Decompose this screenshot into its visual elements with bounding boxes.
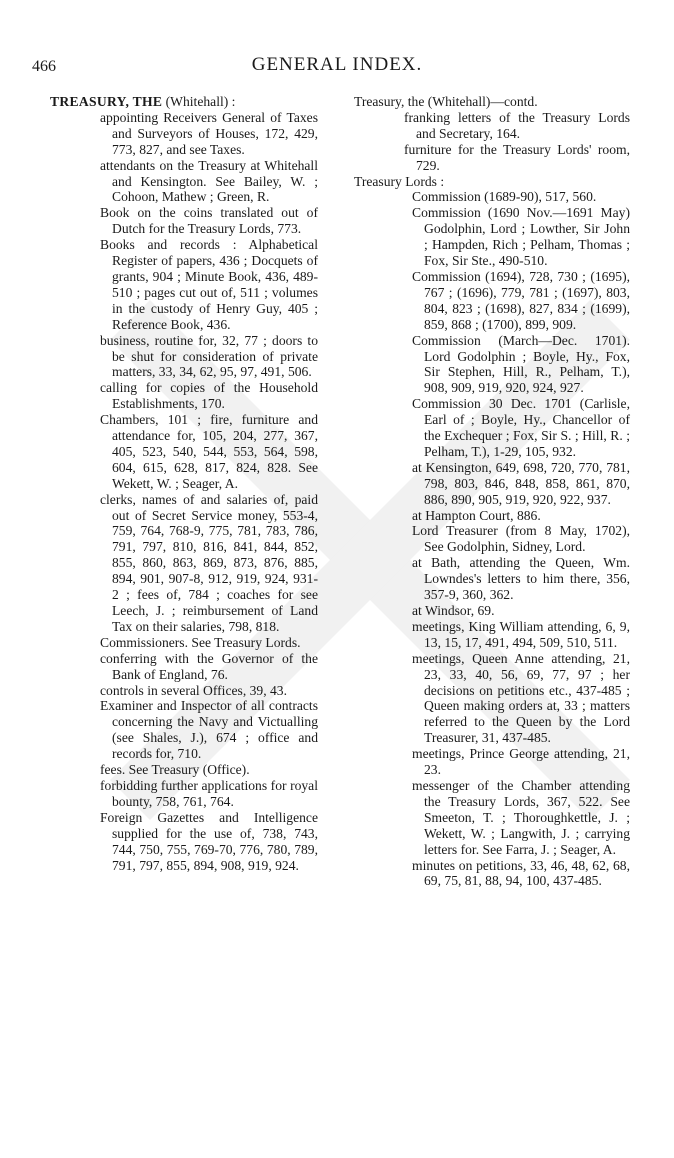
- index-entry-text: meetings, Prince George attending, 21, 23.: [412, 746, 630, 778]
- index-entry: [50, 635, 318, 651]
- index-entry-text: Chambers, 101 ; fire, furniture and attendance for, 105, 204, 277, 367, 405, 523, 540, 544, 553, 564, 598, 604, 615, 628, 817, 824, 828. See Wekett, W. ; Seager, A.: [100, 412, 318, 491]
- index-entry: [354, 858, 630, 890]
- index-entry-text: Commission (1689-90), 517, 560.: [412, 189, 597, 205]
- index-entry: [50, 412, 318, 492]
- page-number: 466: [32, 58, 56, 75]
- index-entry: [50, 380, 318, 412]
- index-entry: [50, 762, 318, 778]
- index-entry: [50, 810, 318, 874]
- index-entry-text: Lord Treasurer (from 8 May, 1702), See Godolphin, Sidney, Lord.: [412, 523, 630, 555]
- page-title: GENERAL INDEX.: [251, 54, 423, 75]
- index-entry: [50, 778, 318, 810]
- index-entry: [354, 619, 630, 651]
- index-entry: [354, 523, 630, 555]
- index-entry-text: Commissioners. See Treasury Lords.: [100, 634, 301, 650]
- index-entry: [354, 189, 630, 205]
- index-entry-text: appointing Receivers General of Taxes and Surveyors of Houses, 172, 429, 773, 827, and see Taxes.: [100, 109, 318, 157]
- index-entry-text: Book on the coins translated out of Dutch for the Treasury Lords, 773.: [100, 205, 318, 237]
- index-entry-text: attendants on the Treasury at Whitehall and Kensington. See Bailey, W. ; Cohoon, Mathew ; Green, R.: [100, 157, 318, 205]
- index-entry: [354, 603, 630, 619]
- index-entry-text: meetings, King William attending, 6, 9, 13, 15, 17, 491, 494, 509, 510, 511.: [412, 618, 630, 650]
- index-entry: [50, 683, 318, 699]
- index-entry: [354, 142, 630, 174]
- index-entry-text: Examiner and Inspector of all contracts concerning the Navy and Victualling (see Shales, J.), 674 ; office and records for, 710.: [100, 698, 318, 762]
- index-entry-text: Commission (1690 Nov.—1691 May) Godolphin, Lord ; Lowther, Sir John ; Hampden, Rich ; Pelham, Thomas ; Fox, Sir Ste., 490-510.: [412, 205, 630, 269]
- index-entry: [354, 396, 630, 460]
- index-entry-text: Books and records : Alphabetical Register of papers, 436 ; Docquets of grants, 904 ; Minute Book, 436, 489-510 ; pages cut out of, 511 ; volumes in the custody of Henry Guy, 405 ; Reference Book, 436.: [100, 237, 318, 332]
- index-entry: [354, 508, 630, 524]
- index-entry: [354, 174, 630, 190]
- index-entry-text: at Windsor, 69.: [412, 603, 495, 618]
- index-entry-text: (Whitehall) :: [165, 94, 236, 109]
- index-entry-text: messenger of the Chamber attending the Treasury Lords, 367, 522. See Smeeton, T. ; Thoroughkettle, J. ; Wekett, W. ; Langwith, J. ; carrying letters for. See Farra, J. ; Seager, A.: [412, 777, 630, 857]
- index-entry-text: minutes on petitions, 33, 46, 48, 62, 68, 69, 75, 81, 88, 94, 100, 437-485.: [412, 857, 630, 889]
- index-entry-text: Treasury Lords :: [354, 173, 445, 189]
- index-entry: [50, 333, 318, 381]
- index-entry: [50, 110, 318, 158]
- index-entry: [354, 110, 630, 142]
- index-entry-text: meetings, Queen Anne attending, 21, 23, 33, 40, 56, 69, 77, 97 ; her decisions on petitions etc., 437-485 ; Queen making orders at, 33 ; matters referred to the Queen by the Lord Treasurer, 31, 437-485.: [412, 650, 630, 746]
- index-entry: [354, 746, 630, 778]
- index-entry: [50, 94, 318, 110]
- index-entry-text: at Bath, attending the Queen, Wm. Lowndes's letters to him there, 356, 357-9, 360, 362.: [412, 555, 630, 603]
- index-entry: [50, 158, 318, 206]
- index-headword: TREASURY, THE: [50, 94, 163, 109]
- index-entry-text: calling for copies of the Household Establishments, 170.: [100, 380, 318, 412]
- index-entry: [354, 651, 630, 746]
- index-entry: [50, 651, 318, 683]
- index-entry: [354, 269, 630, 333]
- index-column-left: [50, 94, 318, 873]
- index-entry-text: fees. See Treasury (Office).: [100, 762, 250, 778]
- index-entry: [354, 555, 630, 603]
- index-entry: [50, 205, 318, 237]
- index-entry-text: forbidding further applications for royal bounty, 758, 761, 764.: [100, 777, 318, 809]
- index-entry: [354, 333, 630, 397]
- index-entry-text: conferring with the Governor of the Bank of England, 76.: [100, 650, 318, 682]
- index-entry: [50, 698, 318, 762]
- index-entry-text: Commission 30 Dec. 1701 (Carlisle, Earl of ; Boyle, Hy., Chancellor of the Exchequer ; Fox, Sir S. ; Hill, R. ; Pelham, T.), 1-29, 105, 932.: [412, 396, 630, 459]
- index-entry-text: at Kensington, 649, 698, 720, 770, 781, 798, 803, 846, 848, 858, 861, 870, 886, 890, 905, 919, 920, 922, 937.: [412, 459, 630, 507]
- index-entry-text: clerks, names of and salaries of, paid out of Secret Service money, 553-4, 759, 764, 768-9, 775, 781, 783, 786, 791, 797, 810, 816, 841, 844, 852, 855, 860, 863, 869, 873, 876, 885, 894, 901, 907-8, 912, 919, 924, 931-2 ; fees of, 784 ; coaches for see Leech, J. ; reimbursement of Land Tax on their salaries, 798, 818.: [100, 491, 318, 634]
- index-entry-text: Commission (March—Dec. 1701). Lord Godolphin ; Boyle, Hy., Fox, Sir Stephen, Hill, R., Pelham, T.), 908, 909, 919, 920, 924, 927.: [412, 332, 630, 396]
- index-entry-text: at Hampton Court, 886.: [412, 507, 541, 523]
- index-entry: [50, 492, 318, 635]
- index-entry-text: business, routine for, 32, 77 ; doors to be shut for consideration of private matters, 33, 34, 62, 95, 97, 491, 506.: [100, 332, 318, 380]
- index-entry-text: franking letters of the Treasury Lords and Secretary, 164.: [404, 109, 630, 141]
- index-entry: [354, 778, 630, 858]
- index-entry: [50, 237, 318, 332]
- index-entry-text: furniture for the Treasury Lords' room, 729.: [404, 141, 630, 173]
- index-entry-text: controls in several Offices, 39, 43.: [100, 682, 287, 698]
- index-entry-text: Treasury, the (Whitehall)—contd.: [354, 94, 538, 109]
- index-entry: [354, 205, 630, 269]
- index-entry-text: Foreign Gazettes and Intelligence supplied for the use of, 738, 743, 744, 750, 755, 769-70, 776, 780, 789, 791, 797, 855, 894, 908, 919, 924.: [100, 809, 318, 873]
- index-entry-text: Commission (1694), 728, 730 ; (1695), 767 ; (1696), 779, 781 ; (1697), 803, 804, 823 ; (1698), 827, 834 ; (1699), 859, 868 ; (1700), 899, 909.: [412, 268, 630, 332]
- index-entry: [354, 94, 630, 110]
- index-column-right: [354, 94, 630, 889]
- index-entry: [354, 460, 630, 508]
